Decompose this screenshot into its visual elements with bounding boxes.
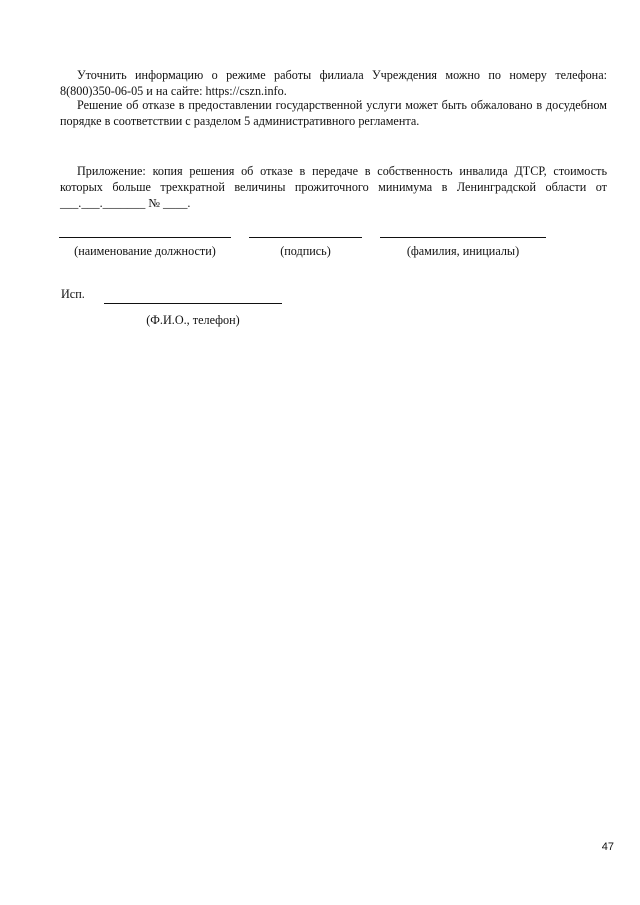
- contact-info-paragraph: Уточнить информацию о режиме работы филиала Учреждения можно по номеру телефона: 8(800)350-06-05 и на сайте: https://cszn.info.: [60, 68, 607, 98]
- name-label: (фамилия, инициалы): [406, 244, 520, 258]
- position-label: (наименование должности): [74, 244, 216, 258]
- executor-line: [104, 303, 282, 304]
- signature-line: [249, 237, 362, 238]
- executor-label: Исп.: [61, 287, 85, 301]
- signature-label: (подпись): [280, 244, 331, 258]
- position-signature-line: [59, 237, 231, 238]
- name-signature-line: [380, 237, 546, 238]
- attachment-paragraph: Приложение: копия решения об отказе в передаче в собственность инвалида ДТСР, стоимость которых больше трехкратной величины прожиточного минимума в Ленинградской области от ___.___._______ № ____.: [60, 164, 607, 210]
- page-number: 47: [601, 841, 614, 853]
- appeal-paragraph: Решение об отказе в предоставлении государственной услуги может быть обжаловано в досудебном порядке в соответствии с разделом 5 административного регламента.: [60, 98, 607, 128]
- executor-hint: (Ф.И.О., телефон): [146, 313, 240, 327]
